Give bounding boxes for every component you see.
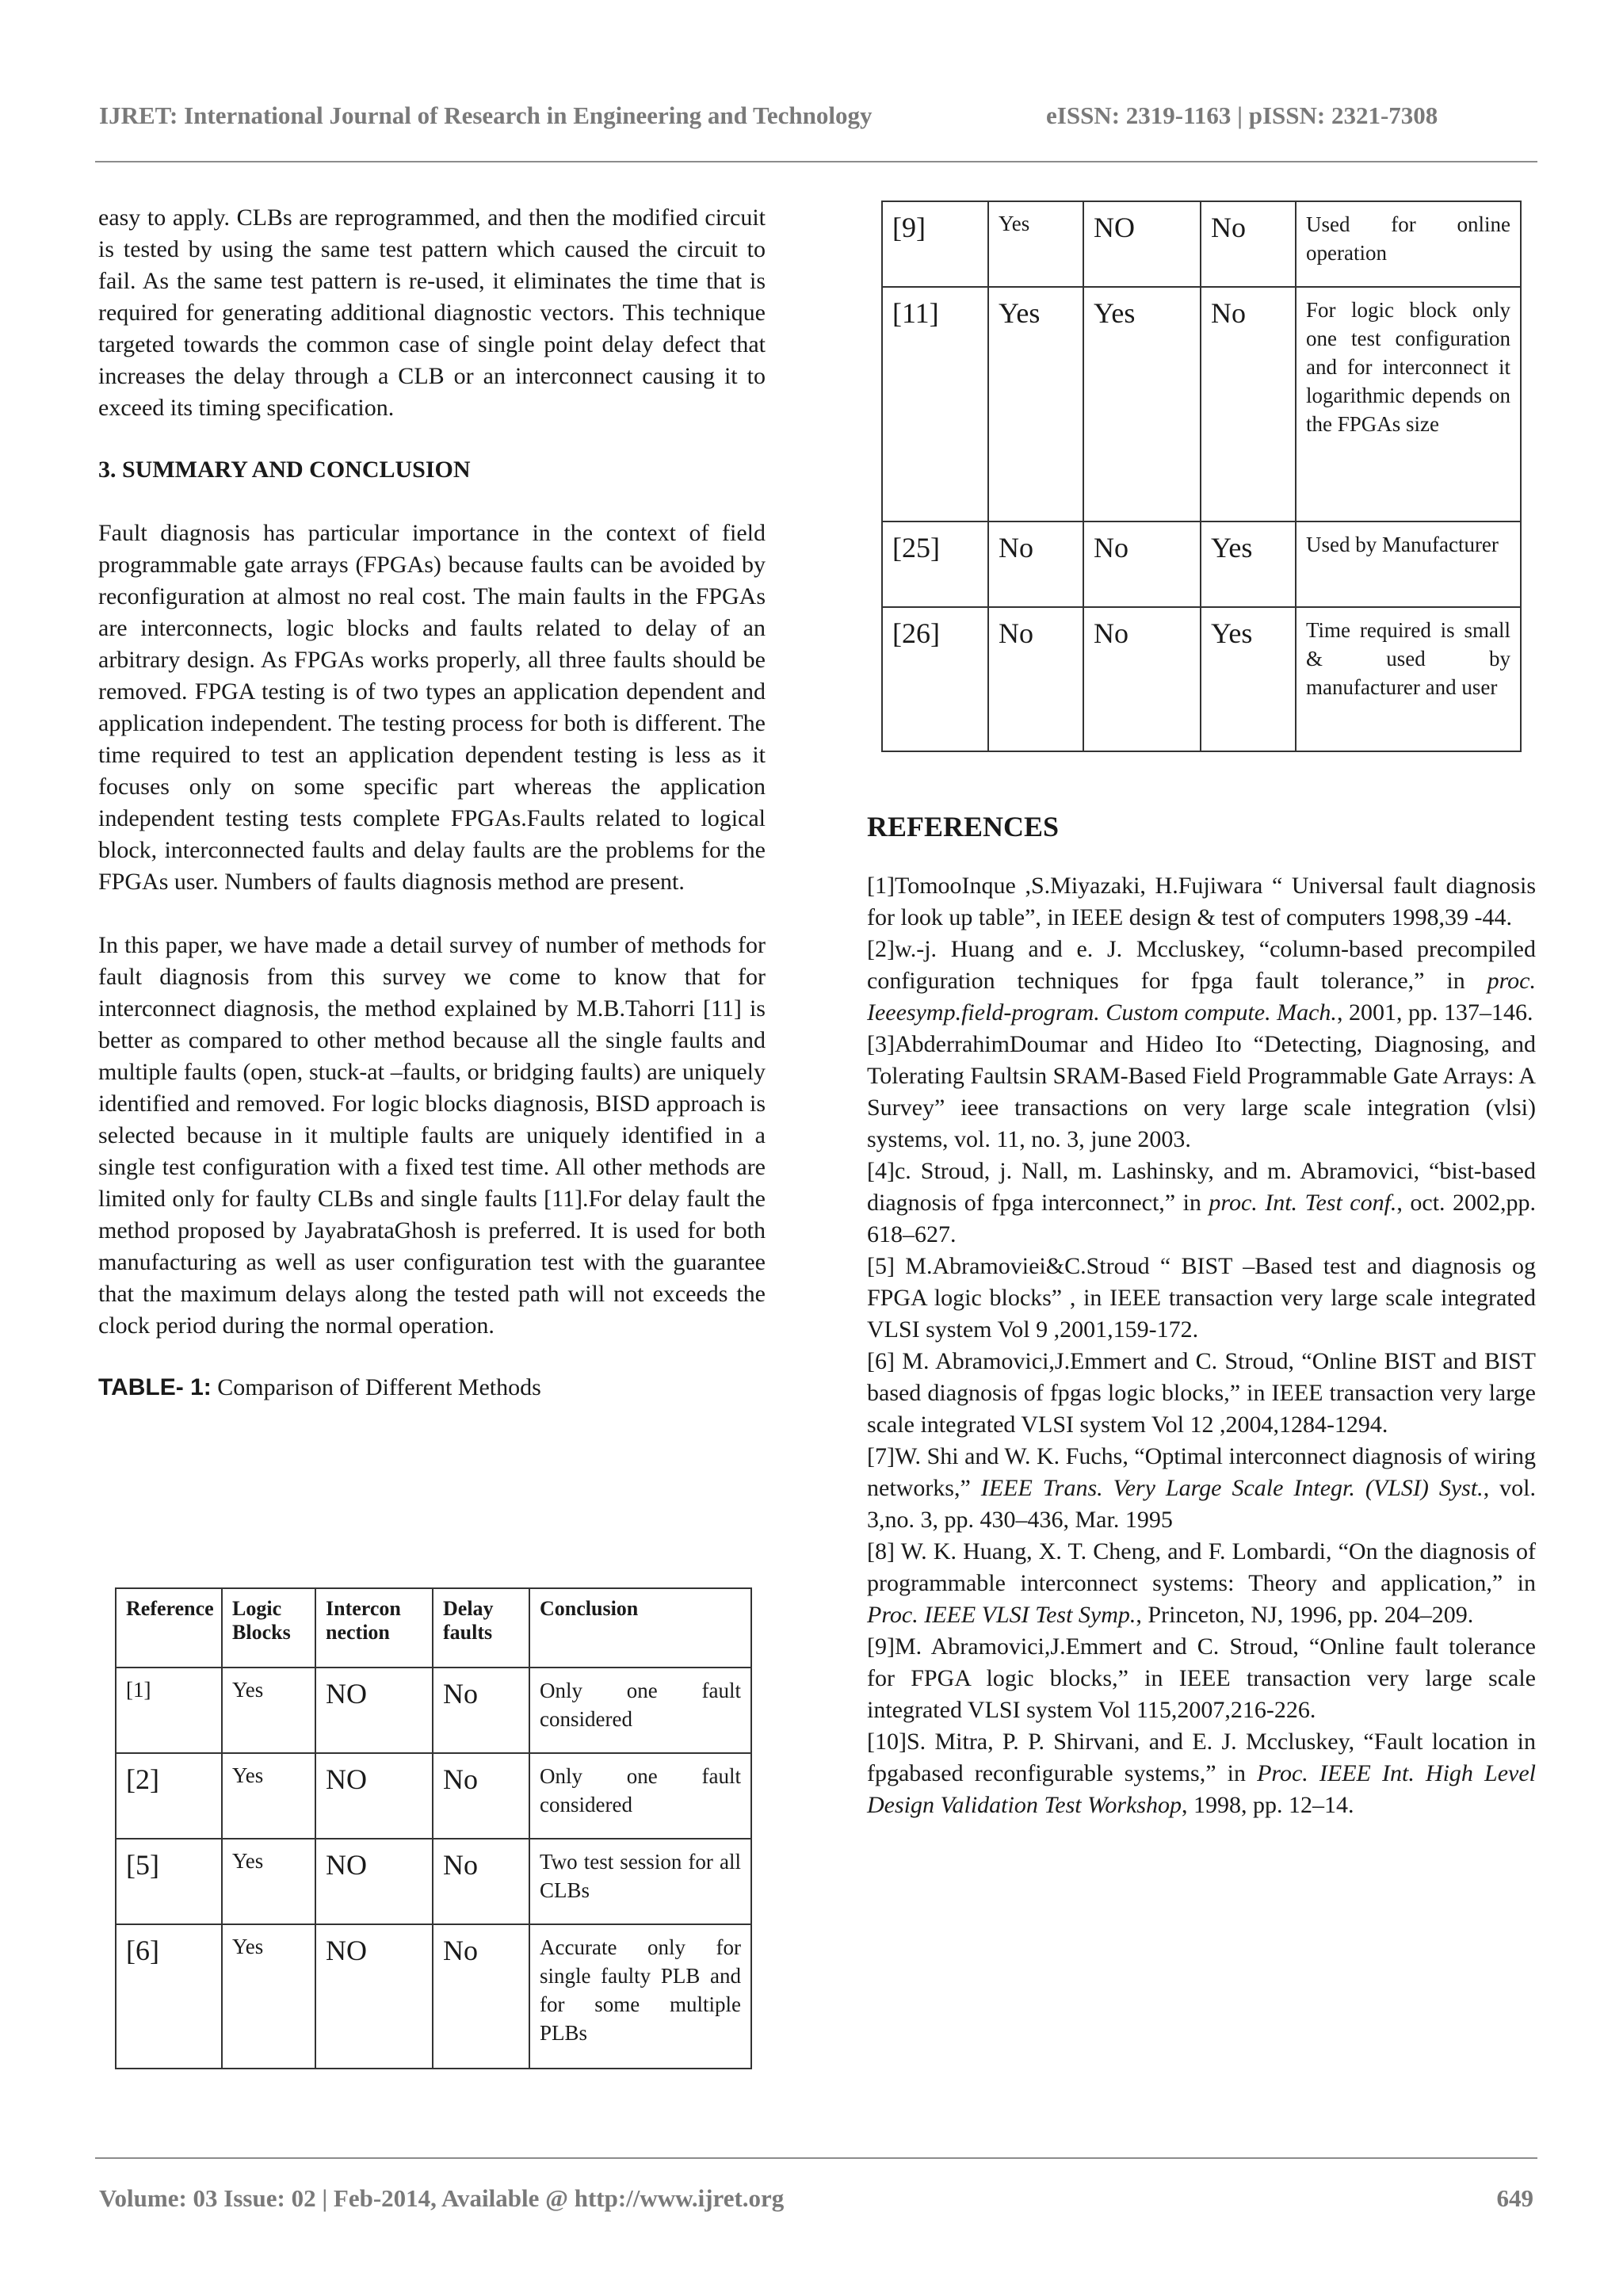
table-header-row: [116, 1588, 751, 1668]
cell-reference: [11]: [882, 287, 988, 521]
footer-rule: [95, 2157, 1537, 2159]
cell-reference: [9]: [882, 201, 988, 287]
header-rule: [95, 161, 1537, 162]
reference-item: [3]AbderrahimDoumar and Hideo Ito “Detecting, Diagnosing, and Tolerating Faultsin SRAM-Based Field Programmable Gate Arrays: A Survey” ieee transactions on very large scale integration (vlsi) systems, vol. 11, no. 3, june 2003.: [867, 1031, 1536, 1152]
cell-delay-faults: No: [433, 1753, 529, 1839]
header-logic-blocks: Logic Blocks: [222, 1588, 315, 1668]
table-row: [882, 287, 1521, 521]
table-row: [116, 1839, 751, 1924]
cell-reference: [26]: [882, 607, 988, 751]
cell-logic-blocks: Yes: [988, 201, 1083, 287]
cell-conclusion: Used for online operation: [1296, 201, 1521, 287]
cell-interconnection: NO: [315, 1924, 433, 2069]
cell-logic-blocks: Yes: [222, 1924, 315, 2069]
reference-item: [6] M. Abramovici,J.Emmert and C. Stroud, “Online BIST and BIST based diagnosis of fpgas logic blocks,” in IEEE transaction very large scale integrated VLSI system Vol 12 ,2004,1284-1294.: [867, 1348, 1536, 1438]
table-row: [882, 201, 1521, 287]
cell-logic-blocks: Yes: [988, 287, 1083, 521]
table-row: [882, 521, 1521, 607]
table-caption-label: TABLE- 1:: [98, 1374, 212, 1400]
cell-logic-blocks: Yes: [222, 1753, 315, 1839]
table-caption: [98, 1372, 766, 1404]
issn-info: eISSN: 2319-1163 | pISSN: 2321-7308: [1046, 101, 1438, 129]
cell-reference: [2]: [116, 1753, 222, 1839]
conclusion-paragraph-2: In this paper, we have made a detail survey of number of methods for fault diagnosis from this survey we come to know that for interconnect diagnosis, the method explained by M.B.Tahorri [11] is better as compared to other method because all the single faults and multiple faults (open, stuck-at –faults, or bridging faults) are uniquely identified and removed. For logic blocks diagnosis, BISD approach is selected because in it multiple faults are uniquely identified in a single test configuration with a fixed test time. All other methods are limited only for faulty CLBs and single faults [11].For delay fault the method proposed by JayabrataGhosh is preferred. It is used for both manufacturing as well as user configuration test with the guarantee that the maximum delays along the tested path will not exceeds the clock period during the normal operation.: [98, 932, 766, 1339]
reference-item: [2]w.-j. Huang and e. J. Mccluskey, “column-based precompiled configuration techniques for fpga fault tolerance,” in proc. Ieeesymp.field-program. Custom compute. Mach., 2001, pp. 137–146.: [867, 936, 1536, 1026]
cell-reference: [25]: [882, 521, 988, 607]
cell-conclusion: Used by Manufacturer: [1296, 521, 1521, 607]
cell-logic-blocks: No: [988, 521, 1083, 607]
reference-list: [867, 870, 1536, 1821]
cell-delay-faults: No: [433, 1924, 529, 2069]
cell-reference: [5]: [116, 1839, 222, 1924]
comparison-table-part-1: [115, 1587, 752, 2069]
table-row: [882, 607, 1521, 751]
running-footer: [99, 2184, 1533, 2213]
left-column: [98, 202, 766, 1404]
section-heading: 3. SUMMARY AND CONCLUSION: [98, 457, 471, 483]
reference-item: [8] W. K. Huang, X. T. Cheng, and F. Lombardi, “On the diagnosis of programmable interconnect systems: Theory and application,” in Proc. IEEE VLSI Test Symp., Princeton, NJ, 1996, pp. 204–209.: [867, 1538, 1536, 1628]
intro-paragraph: easy to apply. CLBs are reprogrammed, and then the modified circuit is tested by using the same test pattern which caused the circuit to fail. As the same test pattern is re-used, it eliminates the time that is required for generating additional diagnostic vectors. This technique targeted towards the common case of single point delay defect that increases the delay through a CLB or an interconnect causing it to exceed its timing specification.: [98, 204, 766, 421]
cell-interconnection: No: [1083, 521, 1201, 607]
cell-conclusion: Time required is small & used by manufacturer and user: [1296, 607, 1521, 751]
cell-interconnection: NO: [315, 1839, 433, 1924]
table-row: [116, 1924, 751, 2069]
cell-interconnection: NO: [315, 1753, 433, 1839]
reference-item: [5] M.Abramoviei&C.Stroud “ BIST –Based test and diagnosis og FPGA logic blocks” , in IEEE transaction very large scale integrated VLSI system Vol 9 ,2001,159-172.: [867, 1253, 1536, 1343]
cell-interconnection: NO: [1083, 201, 1201, 287]
reference-item: [7]W. Shi and W. K. Fuchs, “Optimal interconnect diagnosis of wiring networks,” IEEE Trans. Very Large Scale Integr. (VLSI) Syst., vol. 3,no. 3, pp. 430–436, Mar. 1995: [867, 1443, 1537, 1533]
cell-logic-blocks: No: [988, 607, 1083, 751]
cell-reference: [1]: [116, 1668, 222, 1753]
cell-delay-faults: Yes: [1201, 607, 1296, 751]
header-reference: Reference: [116, 1588, 222, 1668]
cell-conclusion: For logic block only one test configuration and for interconnect it logarithmic depends on the FPGAs size: [1296, 287, 1521, 521]
header-interconnection: Intercon nection: [315, 1588, 433, 1668]
cell-interconnection: No: [1083, 607, 1201, 751]
cell-delay-faults: No: [433, 1839, 529, 1924]
reference-item: [10]S. Mitra, P. P. Shirvani, and E. J. Mccluskey, “Fault location in fpgabased reconfigurable systems,” in Proc. IEEE Int. High Level Design Validation Test Workshop, 1998, pp. 12–14.: [867, 1729, 1536, 1818]
cell-conclusion: Only one fault considered: [529, 1668, 751, 1753]
cell-reference: [6]: [116, 1924, 222, 2069]
references-section: [867, 810, 1536, 1821]
references-heading: REFERENCES: [867, 811, 1060, 842]
page-number: 649: [1496, 2184, 1533, 2212]
table-row: [116, 1668, 751, 1753]
cell-logic-blocks: Yes: [222, 1668, 315, 1753]
cell-logic-blocks: Yes: [222, 1839, 315, 1924]
cell-delay-faults: No: [1201, 287, 1296, 521]
reference-item: [4]c. Stroud, j. Nall, m. Lashinsky, and m. Abramovici, “bist-based diagnosis of fpga interconnect,” in proc. Int. Test conf., oct. 2002,pp. 618–627.: [867, 1158, 1536, 1247]
conclusion-paragraph-1: Fault diagnosis has particular importance in the context of field programmable gate arrays (FPGAs) because faults can be avoided by reconfiguration at almost no real cost. The main faults in the FPGAs are interconnects, logic blocks and faults related to delay of an arbitrary design. As FPGAs works properly, all three faults should be removed. FPGA testing is of two types an application dependent and application independent. The testing process for both is different. The time required to test an application dependent testing is less as it focuses only on some specific part whereas the application independent testing tests complete FPGAs.Faults related to logical block, interconnected faults and delay faults are the problems for the FPGAs user. Numbers of faults diagnosis method are present.: [98, 520, 766, 895]
table-row: [116, 1753, 751, 1839]
cell-delay-faults: Yes: [1201, 521, 1296, 607]
journal-title: IJRET: International Journal of Research in Engineering and Technology: [99, 101, 873, 129]
cell-delay-faults: No: [1201, 201, 1296, 287]
cell-conclusion: Two test session for all CLBs: [529, 1839, 751, 1924]
cell-delay-faults: No: [433, 1668, 529, 1753]
volume-info: Volume: 03 Issue: 02 | Feb-2014, Available @ http://www.ijret.org: [99, 2184, 785, 2212]
cell-interconnection: NO: [315, 1668, 433, 1753]
cell-conclusion: Only one fault considered: [529, 1753, 751, 1839]
reference-item: [9]M. Abramovici,J.Emmert and C. Stroud, “Online fault tolerance for FPGA logic blocks,” in IEEE transaction very large scale integrated VLSI system Vol 115,2007,216-226.: [867, 1633, 1536, 1723]
comparison-table-part-2: [881, 201, 1522, 752]
cell-interconnection: Yes: [1083, 287, 1201, 521]
header-delay-faults: Delay faults: [433, 1588, 529, 1668]
cell-conclusion: Accurate only for single faulty PLB and for some multiple PLBs: [529, 1924, 751, 2069]
running-header: [99, 101, 1533, 130]
header-conclusion: Conclusion: [529, 1588, 751, 1668]
reference-item: [1]TomooInque ,S.Miyazaki, H.Fujiwara “ Universal fault diagnosis for look up table”, in IEEE design & test of computers 1998,39 -44.: [867, 873, 1536, 930]
table-caption-text: Comparison of Different Methods: [211, 1374, 541, 1400]
